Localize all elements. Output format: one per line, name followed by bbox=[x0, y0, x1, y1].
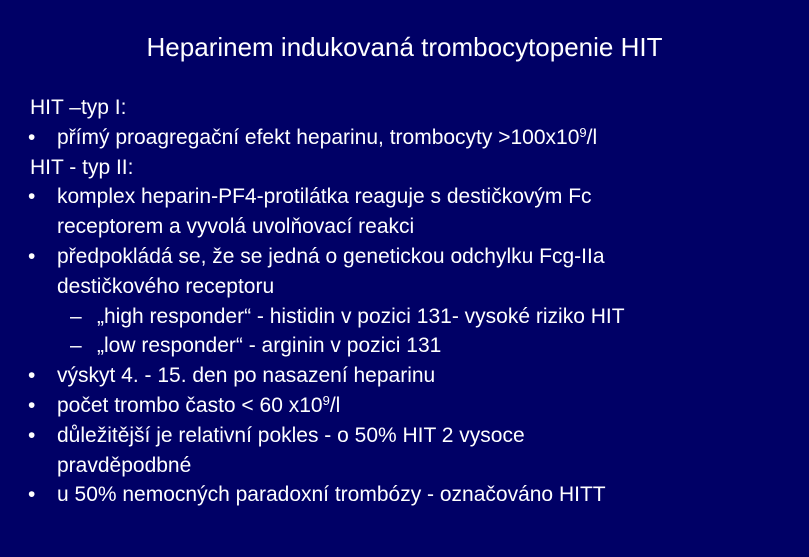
bullet-continuation bbox=[0, 272, 809, 302]
slide-title: Heparinem indukovaná trombocytopenie HIT bbox=[146, 32, 663, 62]
slide-body bbox=[0, 93, 809, 510]
bullet-glyph: • bbox=[28, 364, 36, 388]
bullet-item bbox=[0, 480, 809, 510]
heading-text: HIT - typ II: bbox=[30, 155, 134, 179]
bullet-text: přímý proagregační efekt heparinu, trombocyty >100x10 bbox=[57, 125, 580, 149]
bullet-glyph: • bbox=[28, 483, 36, 507]
bullet-text: komplex heparin-PF4-protilátka reaguje s destičkovým Fc bbox=[57, 185, 592, 209]
bullet-glyph: • bbox=[28, 125, 36, 149]
sub-item-text: „high responder“ - histidin v pozici 131- vysoké riziko HIT bbox=[97, 304, 625, 328]
bullet-glyph: • bbox=[28, 244, 36, 268]
superscript: 9 bbox=[579, 124, 587, 140]
bullet-text: počet trombo často < 60 x10 bbox=[57, 393, 323, 417]
bullet-continuation bbox=[0, 451, 809, 481]
bullet-text-suffix: /l bbox=[586, 125, 598, 149]
dash-glyph: – bbox=[70, 334, 82, 358]
bullet-item bbox=[0, 421, 809, 451]
bullet-text: předpokládá se, že se jedná o genetickou odchylku Fcg-IIa bbox=[57, 244, 605, 268]
heading-text: HIT –typ I: bbox=[30, 96, 127, 119]
bullet-text: receptorem a vyvolá uvolňovací reakci bbox=[57, 215, 415, 239]
bullet-text-suffix: /l bbox=[329, 393, 341, 417]
bullet-item bbox=[0, 391, 809, 421]
bullet-item bbox=[0, 361, 809, 391]
bullet-glyph: • bbox=[28, 393, 36, 417]
sub-item-text: „low responder“ - arginin v pozici 131 bbox=[97, 334, 442, 358]
sub-item bbox=[0, 302, 809, 332]
bullet-text: u 50% nemocných paradoxní trombózy - označováno HITT bbox=[57, 483, 606, 507]
superscript: 9 bbox=[322, 392, 330, 408]
heading-hit-type-1 bbox=[0, 93, 809, 123]
bullet-glyph: • bbox=[28, 185, 36, 209]
bullet-item bbox=[0, 123, 809, 153]
heading-hit-type-2 bbox=[0, 153, 809, 183]
bullet-item bbox=[0, 242, 809, 272]
bullet-continuation bbox=[0, 212, 809, 242]
dash-glyph: – bbox=[70, 304, 82, 328]
sub-item bbox=[0, 331, 809, 361]
bullet-glyph: • bbox=[28, 423, 36, 447]
bullet-text: destičkového receptoru bbox=[57, 274, 275, 298]
bullet-text: pravděpodbné bbox=[57, 453, 192, 477]
bullet-text: důležitější je relativní pokles - o 50% HIT 2 vysoce bbox=[57, 423, 525, 447]
bullet-item bbox=[0, 182, 809, 212]
bullet-text: výskyt 4. - 15. den po nasazení heparinu bbox=[57, 364, 436, 388]
